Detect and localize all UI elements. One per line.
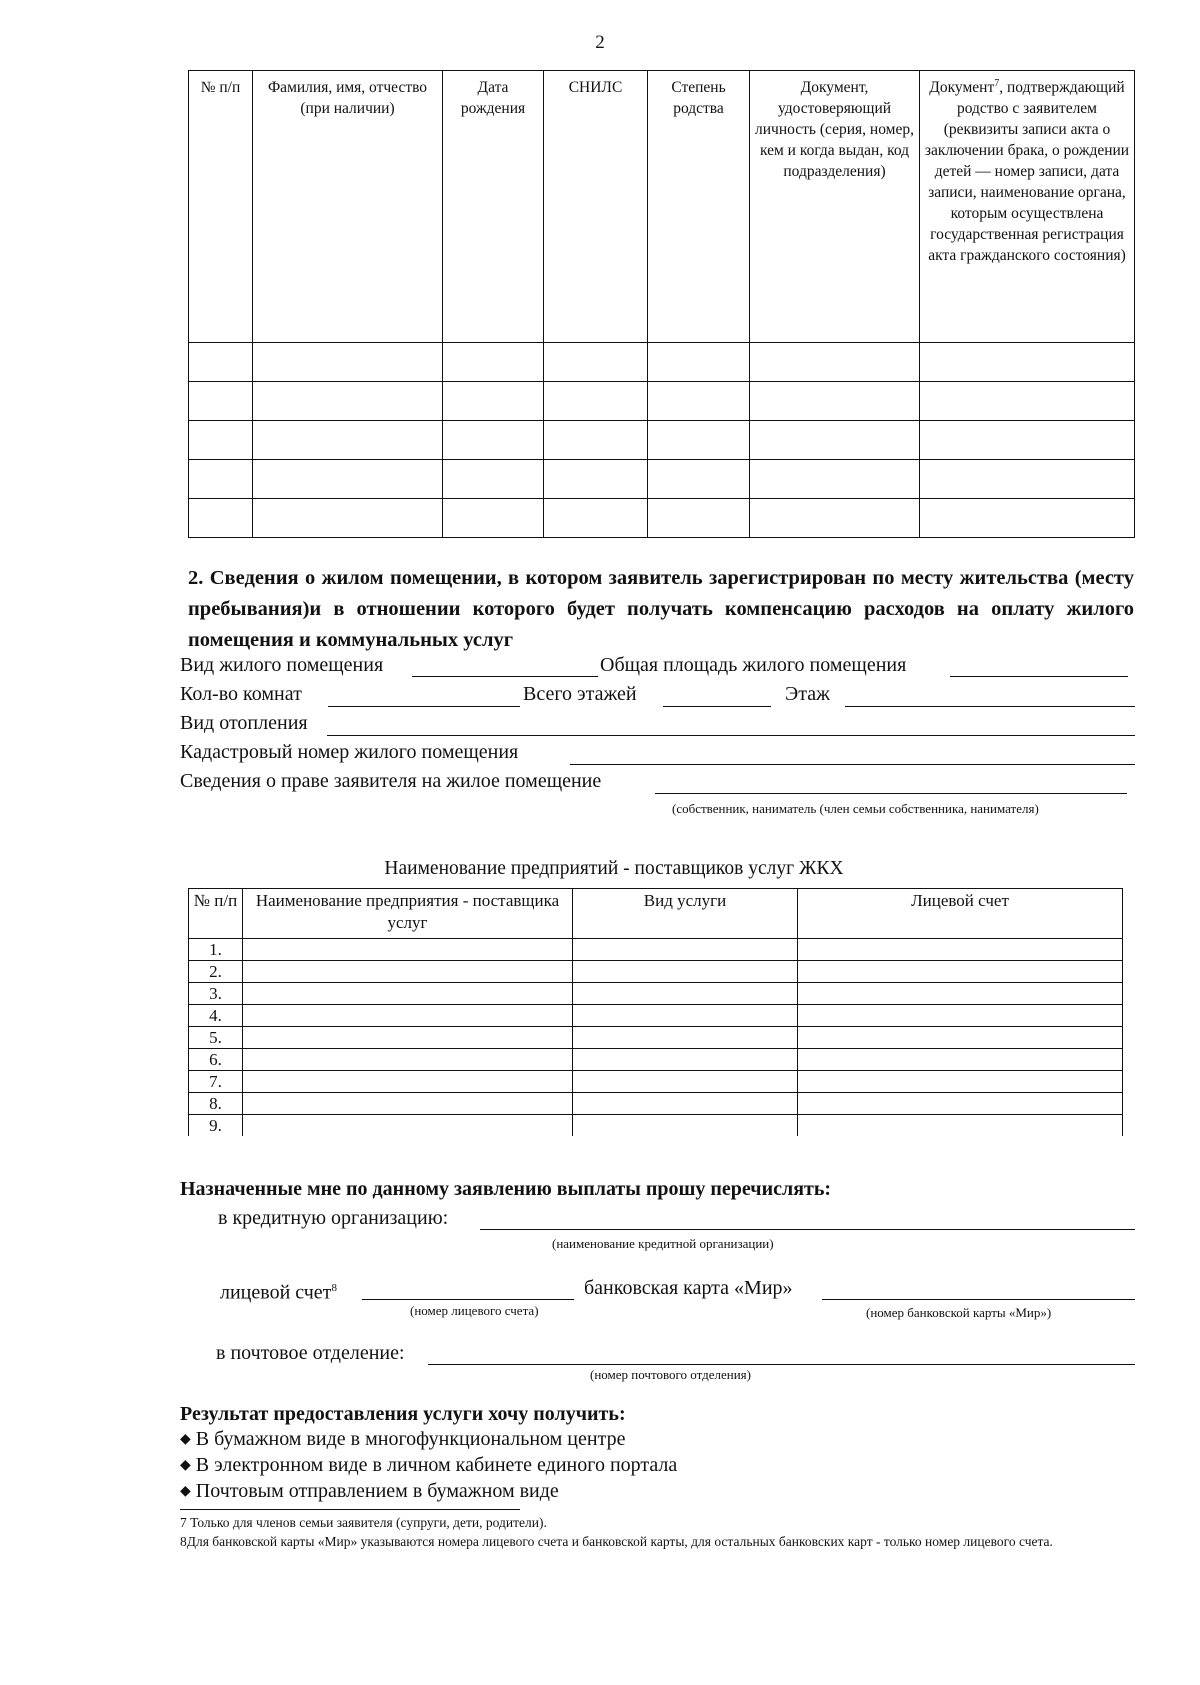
footnote-7: 7 Только для членов семьи заявителя (супруги, дети, родители). [180, 1515, 547, 1530]
cell[interactable] [798, 1071, 1123, 1093]
right-label: Сведения о праве заявителя на жилое помещение [180, 770, 602, 792]
right-hint: (собственник, наниматель (член семьи собственника, нанимателя) [672, 801, 1039, 816]
footnote-separator [180, 1509, 520, 1510]
col-header-number: № п/п [189, 889, 243, 939]
cell[interactable] [544, 421, 648, 460]
housing-type-input[interactable] [412, 676, 598, 677]
post-office-hint: (номер почтового отделения) [590, 1367, 751, 1382]
cadastral-input[interactable] [570, 764, 1135, 765]
kinship-doc-title: Документ [929, 79, 995, 96]
cell[interactable] [189, 421, 253, 460]
floors-total-input[interactable] [663, 706, 771, 707]
cell[interactable] [243, 1027, 573, 1049]
cell[interactable] [443, 460, 544, 499]
col-header-id-document: Документ, удостоверяющий личность (серия, номер, кем и когда выдан, код подразделения) [750, 71, 920, 343]
cell[interactable] [573, 1093, 798, 1115]
floor-label: Этаж [785, 683, 830, 705]
row-number: 8. [189, 1093, 243, 1115]
cell[interactable] [243, 1005, 573, 1027]
cell[interactable] [798, 939, 1123, 961]
cell[interactable] [544, 343, 648, 382]
cadastral-label: Кадастровый номер жилого помещения [180, 741, 519, 763]
payment-heading: Назначенные мне по данному заявлению выплаты прошу перечислять: [180, 1178, 832, 1200]
housing-type-label: Вид жилого помещения [180, 654, 384, 676]
result-option-3[interactable] [180, 1479, 559, 1506]
cell[interactable] [544, 499, 648, 538]
kinship-doc-desc: , подтверждающий родство с заявителем (реквизиты записи акта о заключении брака, о рождении детей — номер записи, дата записи, наименование органа, которым осуществлена государственная регистрация акта гражданского состояния) [924, 79, 1130, 264]
cell[interactable] [443, 343, 544, 382]
mir-card-input[interactable] [822, 1299, 1135, 1300]
cell[interactable] [920, 460, 1135, 499]
credit-org-label: в кредитную организацию: [218, 1207, 449, 1229]
row-number: 2. [189, 961, 243, 983]
cell[interactable] [443, 421, 544, 460]
cell[interactable] [920, 421, 1135, 460]
cell[interactable] [798, 983, 1123, 1005]
cell[interactable] [544, 460, 648, 499]
heating-label: Вид отопления [180, 712, 308, 734]
post-office-label: в почтовое отделение: [216, 1342, 405, 1364]
suppliers-header-row [189, 889, 1123, 939]
cell[interactable] [243, 1071, 573, 1093]
table-row [189, 1071, 1123, 1093]
table-row [189, 382, 1135, 421]
row-number: 7. [189, 1071, 243, 1093]
suppliers-table [188, 888, 1123, 1136]
result-option-2[interactable] [180, 1453, 677, 1480]
result-option-label: Почтовым отправлением в бумажном виде [195, 1480, 559, 1502]
cell[interactable] [920, 343, 1135, 382]
cell[interactable] [189, 499, 253, 538]
cell[interactable] [253, 460, 443, 499]
mir-card-hint: (номер банковской карты «Мир») [866, 1305, 1052, 1320]
row-number: 6. [189, 1049, 243, 1071]
result-option-label: В электронном виде в личном кабинете единого портала [195, 1454, 678, 1476]
cell[interactable] [253, 499, 443, 538]
row-number: 9. [189, 1115, 243, 1137]
table-row [189, 343, 1135, 382]
col-header-service-type: Вид услуги [573, 889, 798, 939]
cell[interactable] [253, 421, 443, 460]
cell[interactable] [573, 1049, 798, 1071]
result-option-label: В бумажном виде в многофункциональном центре [195, 1428, 626, 1450]
total-area-label: Общая площадь жилого помещения [600, 654, 907, 676]
table-row [189, 961, 1123, 983]
cell[interactable] [798, 1027, 1123, 1049]
row-number: 4. [189, 1005, 243, 1027]
result-heading: Результат предоставления услуги хочу получить: [180, 1403, 626, 1425]
rooms-input[interactable] [328, 706, 520, 707]
floors-total-label: Всего этажей [523, 683, 637, 705]
cell[interactable] [573, 1005, 798, 1027]
account-hint: (номер лицевого счета) [410, 1303, 539, 1318]
account-label [220, 1276, 337, 1305]
cell[interactable] [243, 1049, 573, 1071]
heating-input[interactable] [327, 735, 1135, 736]
col-header-full-name: Фамилия, имя, отчество (при наличии) [253, 71, 443, 343]
cell[interactable] [243, 983, 573, 1005]
credit-org-hint: (наименование кредитной организации) [552, 1236, 774, 1251]
table-row [189, 421, 1135, 460]
suppliers-title: Наименование предприятий - поставщиков услуг ЖКХ [384, 858, 844, 879]
col-header-snils: СНИЛС [544, 71, 648, 343]
cell[interactable] [443, 499, 544, 538]
cell[interactable] [573, 983, 798, 1005]
table-row [189, 460, 1135, 499]
cell[interactable] [573, 961, 798, 983]
col-header-supplier-name: Наименование предприятия - поставщика услуг [243, 889, 573, 939]
cell[interactable] [920, 382, 1135, 421]
footnote-ref-8: 8 [331, 1282, 337, 1294]
col-header-kinship-document [920, 71, 1135, 343]
mir-card-label: банковская карта «Мир» [584, 1277, 793, 1299]
cell[interactable] [189, 460, 253, 499]
row-number: 3. [189, 983, 243, 1005]
footnote-8: 8Для банковской карты «Мир» указываются номера лицевого счета и банковской карты, для остальных банковских карт - только номер лицевого счета. [180, 1534, 1053, 1549]
cell[interactable] [573, 1027, 798, 1049]
cell[interactable] [798, 1049, 1123, 1071]
post-office-input[interactable] [428, 1364, 1135, 1365]
right-input[interactable] [655, 793, 1127, 794]
cell[interactable] [648, 499, 750, 538]
table-row [189, 1005, 1123, 1027]
section-2-heading: 2. Сведения о жилом помещении, в котором заявитель зарегистрирован по месту жительства (месту пребывания)и в отношении которого будет получать компенсацию расходов на оплату жилого помещения и коммунальных услуг [188, 567, 1134, 651]
cell[interactable] [920, 499, 1135, 538]
account-input[interactable] [362, 1299, 574, 1300]
table-row [189, 983, 1123, 1005]
table-row [189, 499, 1135, 538]
cell[interactable] [243, 939, 573, 961]
cell[interactable] [798, 1093, 1123, 1115]
total-area-input[interactable] [950, 676, 1128, 677]
cell[interactable] [648, 382, 750, 421]
cell[interactable] [750, 460, 920, 499]
cell[interactable] [253, 343, 443, 382]
cell[interactable] [798, 961, 1123, 983]
cell[interactable] [243, 1115, 573, 1137]
cell[interactable] [750, 499, 920, 538]
table-row [189, 1027, 1123, 1049]
cell[interactable] [798, 1005, 1123, 1027]
cell[interactable] [573, 1071, 798, 1093]
diamond-bullet-icon: ◆ [180, 1432, 191, 1447]
col-header-number: № п/п [189, 71, 253, 343]
diamond-bullet-icon: ◆ [180, 1484, 191, 1499]
table-header-row [189, 71, 1135, 343]
diamond-bullet-icon: ◆ [180, 1458, 191, 1473]
row-number: 1. [189, 939, 243, 961]
footnote-ref-7: 7 [994, 77, 1000, 89]
cell[interactable] [648, 460, 750, 499]
table-row [189, 1093, 1123, 1115]
cell[interactable] [648, 343, 750, 382]
col-header-birth-date: Дата рождения [443, 71, 544, 343]
page-number: 2 [595, 32, 605, 53]
cell[interactable] [750, 343, 920, 382]
cell[interactable] [573, 1115, 798, 1137]
cell[interactable] [243, 1093, 573, 1115]
col-header-account: Лицевой счет [798, 889, 1123, 939]
cell[interactable] [243, 961, 573, 983]
table-row [189, 939, 1123, 961]
cell[interactable] [189, 382, 253, 421]
result-option-1[interactable] [180, 1427, 625, 1454]
family-members-table [188, 70, 1135, 538]
cell[interactable] [798, 1115, 1123, 1137]
cell[interactable] [573, 939, 798, 961]
cell[interactable] [189, 343, 253, 382]
account-label-text: лицевой счет [220, 1281, 332, 1304]
col-header-relation: Степень родства [648, 71, 750, 343]
credit-org-input[interactable] [480, 1229, 1135, 1230]
cell[interactable] [750, 421, 920, 460]
cell[interactable] [443, 382, 544, 421]
row-number: 5. [189, 1027, 243, 1049]
table-row [189, 1049, 1123, 1071]
floor-input[interactable] [845, 706, 1135, 707]
cell[interactable] [253, 382, 443, 421]
cell[interactable] [750, 382, 920, 421]
rooms-label: Кол-во комнат [180, 683, 302, 705]
table-row [189, 1115, 1123, 1137]
cell[interactable] [544, 382, 648, 421]
cell[interactable] [648, 421, 750, 460]
